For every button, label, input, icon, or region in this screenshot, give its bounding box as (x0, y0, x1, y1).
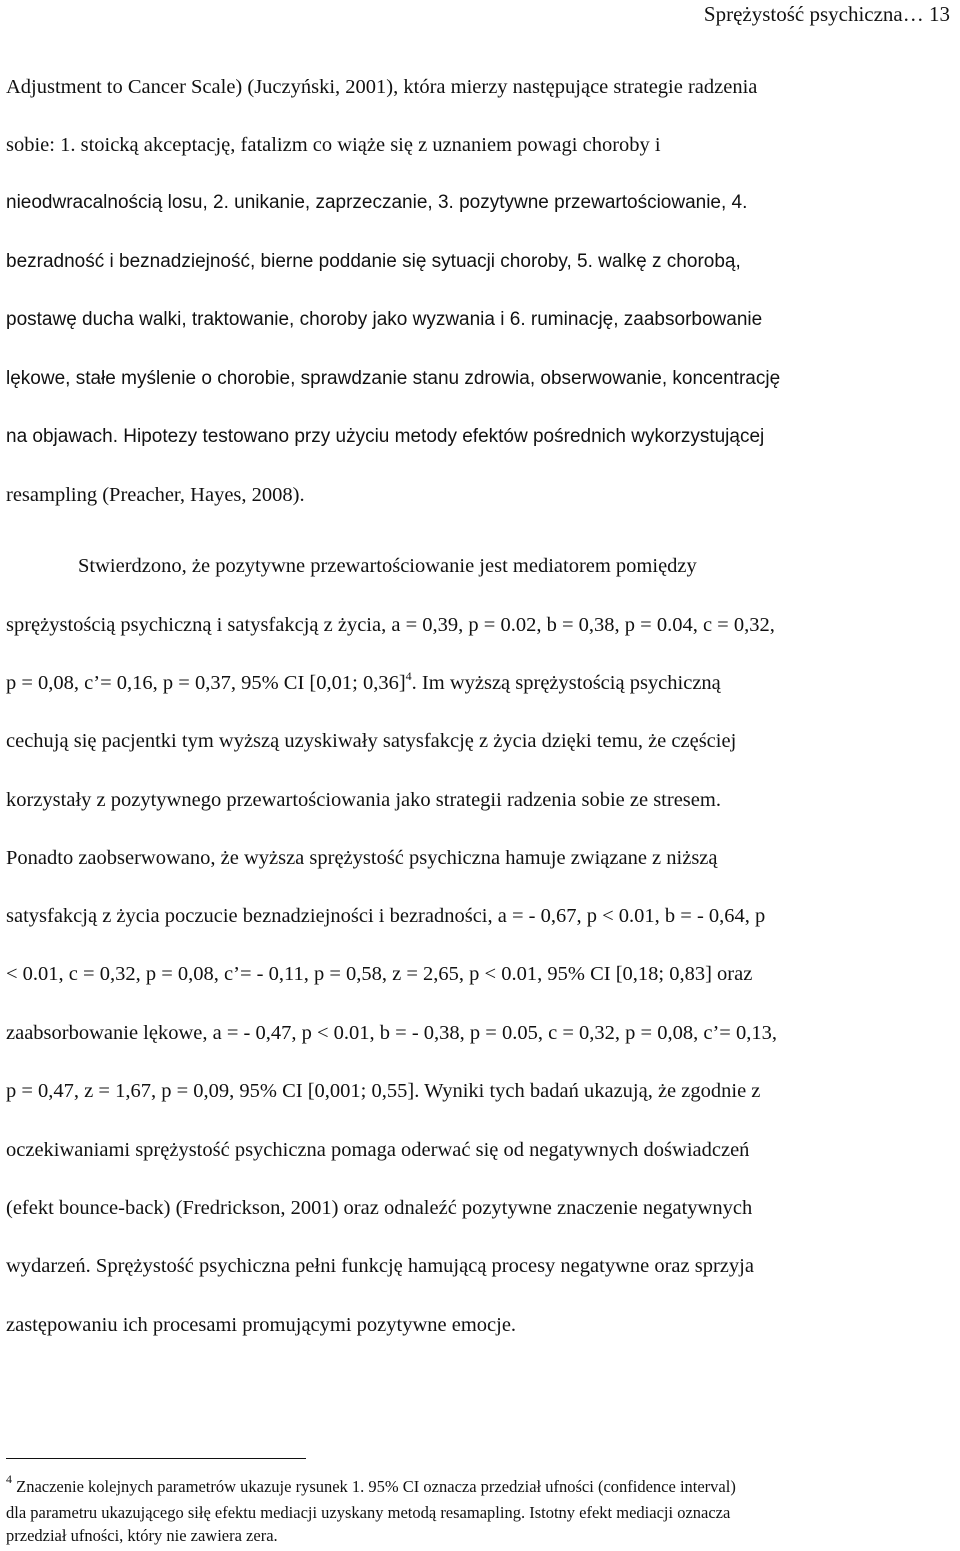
text-line: sprężystością psychiczną i satysfakcją z życia, a = 0,39, p = 0.02, b = 0,38, p = 0.04, c = 0,32, (6, 614, 775, 636)
text-line (6, 669, 721, 697)
text-line: resampling (Preacher, Hayes, 2008). (6, 484, 305, 506)
footnote-line: dla parametru ukazującego siłę efektu mediacji uzyskany metodą resamapling. Istotny efekt mediacji oznacza (6, 1503, 731, 1522)
text-line: postawę ducha walki, traktowanie, choroby jako wyzwania i 6. ruminację, zaabsorbowanie (6, 309, 763, 330)
text-line: nieodwracalnością losu, 2. unikanie, zaprzeczanie, 3. pozytywne przewartościowanie, 4. (6, 192, 748, 213)
text-line: < 0.01, c = 0,32, p = 0,08, c’= - 0,11, p = 0,58, z = 2,65, p < 0.01, 95% CI [0,18; 0,83] oraz (6, 963, 753, 985)
text-line: zastępowaniu ich procesami promującymi pozytywne emocje. (6, 1314, 517, 1336)
text-line: lękowe, stałe myślenie o chorobie, sprawdzanie stanu zdrowia, obserwowanie, koncentrację (6, 368, 781, 389)
running-header: Sprężystość psychiczna… 13 (703, 2, 950, 26)
footnote-number: 4 (6, 1472, 12, 1486)
footnote-reference: 4 (405, 669, 412, 683)
text-line: oczekiwaniami sprężystość psychiczna pomaga oderwać się od negatywnych doświadczeń (6, 1139, 750, 1161)
text-line: p = 0,47, z = 1,67, p = 0,09, 95% CI [0,001; 0,55]. Wyniki tych badań ukazują, że zgodnie z (6, 1080, 761, 1102)
text-line: satysfakcją z życia poczucie beznadziejności i bezradności, a = - 0,67, p < 0.01, b = - 0,64, p (6, 905, 766, 927)
footnote-line (6, 1472, 736, 1498)
text-line: zaabsorbowanie lękowe, a = - 0,47, p < 0.01, b = - 0,38, p = 0.05, c = 0,32, p = 0,08, c’= 0,13, (6, 1022, 777, 1044)
text-line: wydarzeń. Sprężystość psychiczna pełni funkcję hamującą procesy negatywne oraz sprzyja (6, 1255, 754, 1277)
text-line: korzystały z pozytywnego przewartościowania jako strategii radzenia sobie ze stresem. (6, 789, 721, 811)
footnote-separator (6, 1458, 306, 1459)
text-line: cechują się pacjentki tym wyższą uzyskiwały satysfakcję z życia dzięki temu, że częściej (6, 730, 737, 752)
text-line: Ponadto zaobserwowano, że wyższa sprężystość psychiczna hamuje związane z niższą (6, 847, 718, 869)
text-line: sobie: 1. stoicką akceptację, fatalizm co wiąże się z uznaniem powagi choroby i (6, 134, 661, 156)
footnote-line: przedział ufności, który nie zawiera zera. (6, 1526, 278, 1545)
text-line: Adjustment to Cancer Scale) (Juczyński, 2001), która mierzy następujące strategie radzenia (6, 76, 758, 98)
text-line: (efekt bounce-back) (Fredrickson, 2001) oraz odnaleźć pozytywne znaczenie negatywnych (6, 1197, 753, 1219)
text-line: bezradność i beznadziejność, bierne poddanie się sytuacji choroby, 5. walkę z chorobą, (6, 251, 741, 272)
text-span: . Im wyższą sprężystością psychiczną (411, 672, 721, 694)
footnote-text: Znaczenie kolejnych parametrów ukazuje rysunek 1. 95% CI oznacza przedział ufności (confidence interval) (16, 1477, 736, 1496)
text-line: Stwierdzono, że pozytywne przewartościowanie jest mediatorem pomiędzy (78, 555, 697, 577)
text-span: p = 0,08, c’= 0,16, p = 0,37, 95% CI [0,01; 0,36] (6, 672, 406, 694)
text-line: na objawach. Hipotezy testowano przy użyciu metody efektów pośrednich wykorzystującej (6, 426, 765, 447)
